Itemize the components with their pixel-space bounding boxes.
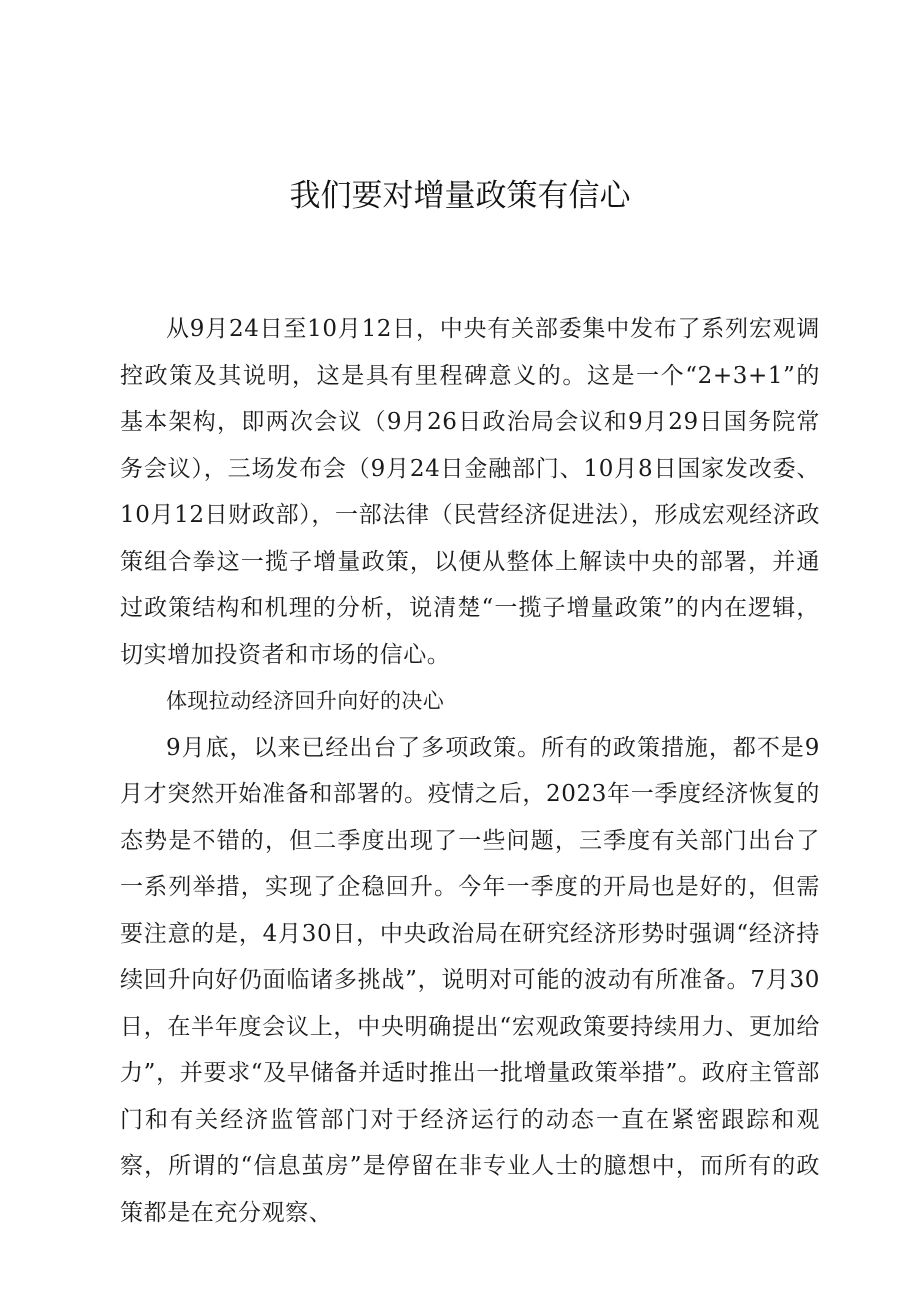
section-heading: 体现拉动经济回升向好的决心 [166, 689, 445, 713]
paragraph-intro: 从9月24日至10月12日，中央有关部委集中发布了系列宏观调控政策及其说明，这是具有里程碑意义的。这是一个“2+3+1”的基本架构，即两次会议（9月26日政治局会议和9月29日国务院常务会议），三场发布会（9月24日金融部门、10月8日国家发改委、10月12日财政部），一部法律（民营经济促进法），形成宏观经济政策组合拳这一揽子增量政策，以便从整体上解读中央的部署，并通过政策结构和机理的分析，说清楚“一揽子增量政策”的内在逻辑，切实增加投资者和市场的信心。 [120, 316, 820, 668]
document-body [120, 306, 820, 1236]
paragraph-policy-timeline: 9月底，以来已经出台了多项政策。所有的政策措施，都不是9月才突然开始准备和部署的。疫情之后，2023年一季度经济恢复的态势是不错的，但二季度出现了一些问题，三季度有关部门出台了一系列举措，实现了企稳回升。今年一季度的开局也是好的，但需要注意的是，4月30日，中央政治局在研究经济形势时强调“经济持续回升向好仍面临诸多挑战”，说明对可能的波动有所准备。7月30日，在半年度会议上，中央明确提出“宏观政策要持续用力、更加给力”，并要求“及早储备并适时推出一批增量政策举措”。政府主管部门和有关经济监管部门对于经济运行的动态一直在紧密跟踪和观察，所谓的“信息茧房”是停留在非专业人士的臆想中，而所有的政策都是在充分观察、 [120, 734, 820, 1226]
document-title: 我们要对增量政策有信心 [289, 178, 631, 214]
